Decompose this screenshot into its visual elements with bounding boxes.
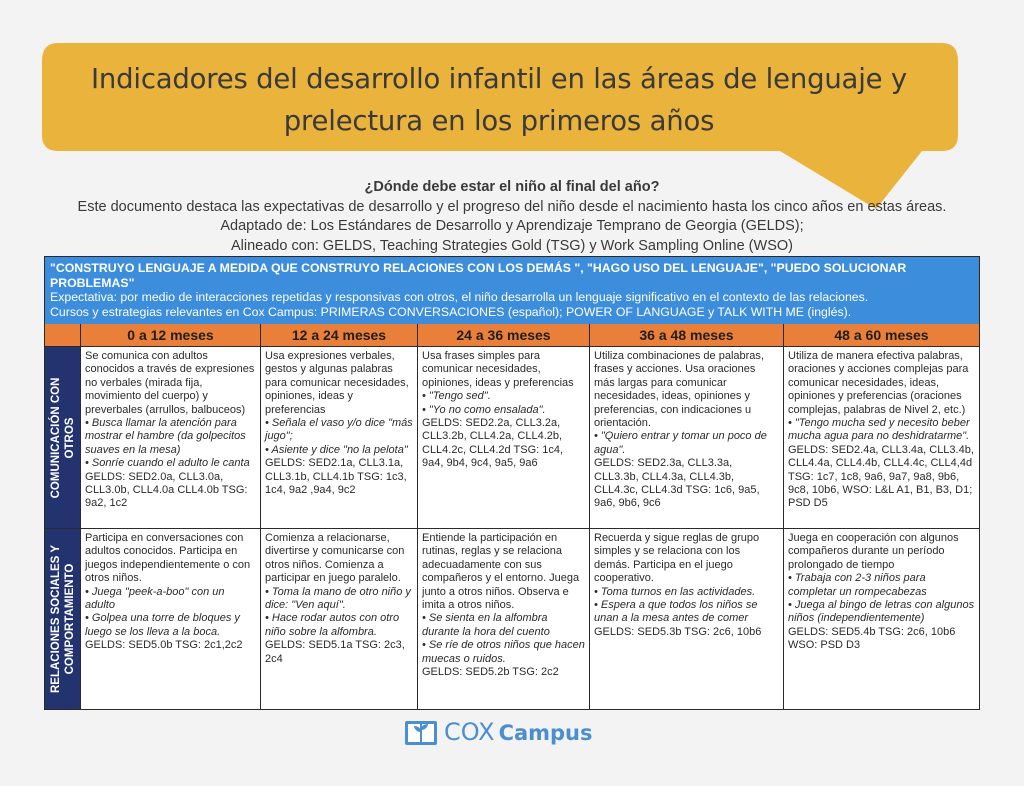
cell-example: • Juega "peek-a-boo" con un adulto — [85, 585, 225, 612]
milestones-table — [44, 256, 980, 710]
intro-line-3: Alineado con: GELDS, Teaching Strategies Gold (TSG) y Work Sampling Online (WSO) — [231, 237, 793, 254]
intro-line-1: Este documento destaca las expectativas de desarrollo y el progreso del niño desde el nacimiento hasta los cinco años en estas áreas. — [77, 198, 947, 215]
table-cell — [261, 347, 418, 528]
cell-description: Comienza a relacionarse, divertirse y comunicarse con otros niños. Comienza a participar en juego paralelo. — [265, 532, 405, 585]
cell-description: Recuerda y sigue reglas de grupo simples y se relaciona con los demás. Participa en el juego cooperativo. — [594, 532, 760, 585]
table-cell — [784, 347, 979, 528]
table-cell — [418, 347, 590, 528]
cell-description: Usa expresiones verbales, gestos y algunas palabras para comunicar necesidades, opiniones, ideas y preferencias — [265, 350, 409, 416]
cell-codes: GELDS: SED2.0a, CLL3.0a, CLL3.0b, CLL4.0a CLL4.0b TSG: 9a2, 1c2 — [85, 470, 248, 510]
cell-example: • Asiente y dice "no la pelota" — [265, 443, 408, 456]
domain-courses: Cursos y estrategias relevantes en Cox Campus: PRIMERAS CONVERSACIONES (español); POWER OF LANGUAGE y TALK WITH ME (inglés). — [50, 304, 852, 319]
page-title: Indicadores del desarrollo infantil en las áreas de lenguaje y prelectura en los primeros años — [91, 63, 907, 137]
table-row-social — [45, 528, 979, 709]
logo-campus: Campus — [498, 721, 593, 745]
cell-codes: GELDS: SED2.3a, CLL3.3a, CLL3.3b, CLL4.3a, CLL4.3b, CLL4.3c, CLL4.3d TSG: 1c6, 9a5, 9a6, 9b6, 9c6 — [594, 457, 760, 510]
cell-description: Utiliza de manera efectiva palabras, oraciones y acciones complejas para comunicar necesidades, ideas, opiniones y preferencias (oraciones complejas, palabras de Nivel 2, etc.) — [788, 350, 969, 416]
cell-codes: GELDS: SED2.2a, CLL3.2a, CLL3.2b, CLL4.2a, CLL4.2b, CLL4.2c, CLL4.2d TSG: 1c4, 9a4, 9b4, 9c4, 9a5, 9a6 — [422, 417, 564, 470]
table-cell — [81, 529, 261, 709]
table-row-communication — [45, 346, 979, 528]
cell-example: • Se sienta en la alfombra durante la hora del cuento — [422, 612, 550, 638]
cell-example: • Trabaja con 2-3 niños para completar un rompecabezas — [788, 572, 927, 598]
table-cell — [590, 529, 784, 709]
table-cell — [784, 529, 979, 709]
cell-description: Usa frases simples para comunicar necesidades, opiniones, ideas y preferencias — [422, 350, 574, 389]
cell-example: • "Yo no como ensalada". — [422, 403, 546, 416]
domain-expectation: Expectativa: por medio de interacciones repetidas y responsivas con otros, el niño desarrolla un lenguaje significativo en el contexto de las relaciones. — [50, 290, 869, 304]
row-label-line: COMPORTAMIENTO — [63, 563, 76, 675]
age-corner — [45, 324, 81, 346]
cell-codes: GELDS: SED5.4b TSG: 2c6, 10b6 WSO: PSD D3 — [788, 625, 956, 652]
cell-description: Participa en conversaciones con adultos conocidos. Participa en juegos independientemente o con otros niños. — [85, 532, 251, 585]
cell-description: Se comunica con adultos conocidos a través de expresiones no verbales (mirada fija, movimiento del cuerpo) y preverbales (arrullos, balbuceos) — [85, 350, 255, 416]
cell-codes: GELDS: SED2.4a, CLL3.4a, CLL3.4b, CLL4.4a, CLL4.4b, CLL4.4c, CLL4,4d TSG: 1c7, 1c8, 9a6, 9a7, 9a8, 9b6, 9c8, 10b6, WSO: L&L A1, B1, B3, D1; PSD D5 — [788, 443, 974, 510]
cell-example: • "Tengo sed". — [422, 390, 491, 403]
age-header: 36 a 48 meses — [590, 324, 784, 346]
cell-example: • Juega al bingo de letras con algunos niños (independientemente) — [788, 599, 975, 625]
table-cell — [261, 529, 418, 709]
cell-example: • Golpea una torre de bloques y luego se los lleva a la boca. — [85, 612, 240, 638]
cell-codes: GELDS: SED5.2b TSG: 2c2 — [422, 666, 559, 679]
age-header: 12 a 24 meses — [261, 324, 418, 346]
intro-question: ¿Dónde debe estar el niño al final del año? — [364, 179, 660, 195]
cell-example: • Espera a que todos los niños se unan a la mesa antes de comer — [594, 599, 758, 625]
cell-example: • Señala el vaso y/o dice "más jugo"; — [265, 417, 413, 443]
cell-codes: GELDS: SED2.1a, CLL3.1a, CLL3.1b, CLL4.1b TSG: 1c3, 1c4, 9a2 ,9a4, 9c2 — [265, 457, 407, 497]
cell-example: • Sonríe cuando el adulto le canta — [85, 457, 250, 470]
row-label-line: RELACIONES SOCIALES Y — [49, 544, 62, 694]
row-label-line: COMUNICACIÓN CON — [49, 377, 62, 498]
cell-codes: GELDS: SED5.0b TSG: 2c1,2c2 — [85, 639, 243, 652]
cell-description: Entiende la participación en rutinas, reglas y se relaciona adecuadamente con sus compañeros y el entorno. Juega junto a otros niños. Observa e imita a otros niños. — [422, 532, 580, 612]
logo-text — [444, 718, 593, 746]
intro-text — [30, 178, 994, 256]
cell-codes: GELDS: SED5.3b TSG: 2c6, 10b6 — [594, 625, 762, 638]
domain-header — [45, 257, 979, 324]
cell-example: • "Tengo mucha sed y necesito beber mucha agua para no deshidratarme". — [788, 417, 970, 443]
cox-campus-logo — [404, 715, 593, 749]
domain-slogan: "CONSTRUYO LENGUAJE A MEDIDA QUE CONSTRUYO RELACIONES CON LOS DEMÁS ", "HAGO USO DEL LENGUAJE", "PUEDO SOLUCIONAR PROBLEMAS" — [50, 261, 907, 290]
age-header-row — [45, 324, 979, 346]
table-cell — [81, 347, 261, 528]
age-header: 0 a 12 meses — [81, 324, 261, 346]
cell-example: • "Quiero entrar y tomar un poco de agua". — [594, 430, 767, 456]
cell-example: • Hace rodar autos con otro niño sobre la alfombra. — [265, 612, 400, 638]
cell-description: Juega en cooperación con algunos compañeros durante un período prolongado de tiempo — [788, 532, 959, 571]
logo-cox: COX — [444, 718, 495, 746]
cell-example: • Toma la mano de otro niño y dice: "Ven aquí". — [265, 585, 411, 612]
cell-example: • Toma turnos en las actividades. — [594, 585, 756, 598]
cell-example: • Se ríe de otros niños que hacen muecas o ruidos. — [422, 639, 585, 665]
book-sprout-icon — [404, 717, 438, 747]
table-cell — [590, 347, 784, 528]
age-header: 24 a 36 meses — [418, 324, 590, 346]
row-label-line: OTROS — [63, 417, 76, 458]
table-cell — [418, 529, 590, 709]
cell-description: Utiliza combinaciones de palabras, frases y acciones. Usa oraciones más largas para comunicar necesidades, ideas, opiniones y preferencias, con indicaciones u orientación. — [594, 350, 764, 430]
row-label-social — [45, 529, 81, 709]
cell-example: • Busca llamar la atención para mostrar el hambre (da golpecitos suaves en la mesa) — [85, 417, 246, 456]
age-header: 48 a 60 meses — [784, 324, 979, 346]
intro-line-2: Adaptado de: Los Estándares de Desarrollo y Aprendizaje Temprano de Georgia (GELDS); — [220, 218, 804, 235]
row-label-communication — [45, 347, 81, 528]
cell-codes: GELDS: SED5.1a TSG: 2c3, 2c4 — [265, 639, 405, 665]
